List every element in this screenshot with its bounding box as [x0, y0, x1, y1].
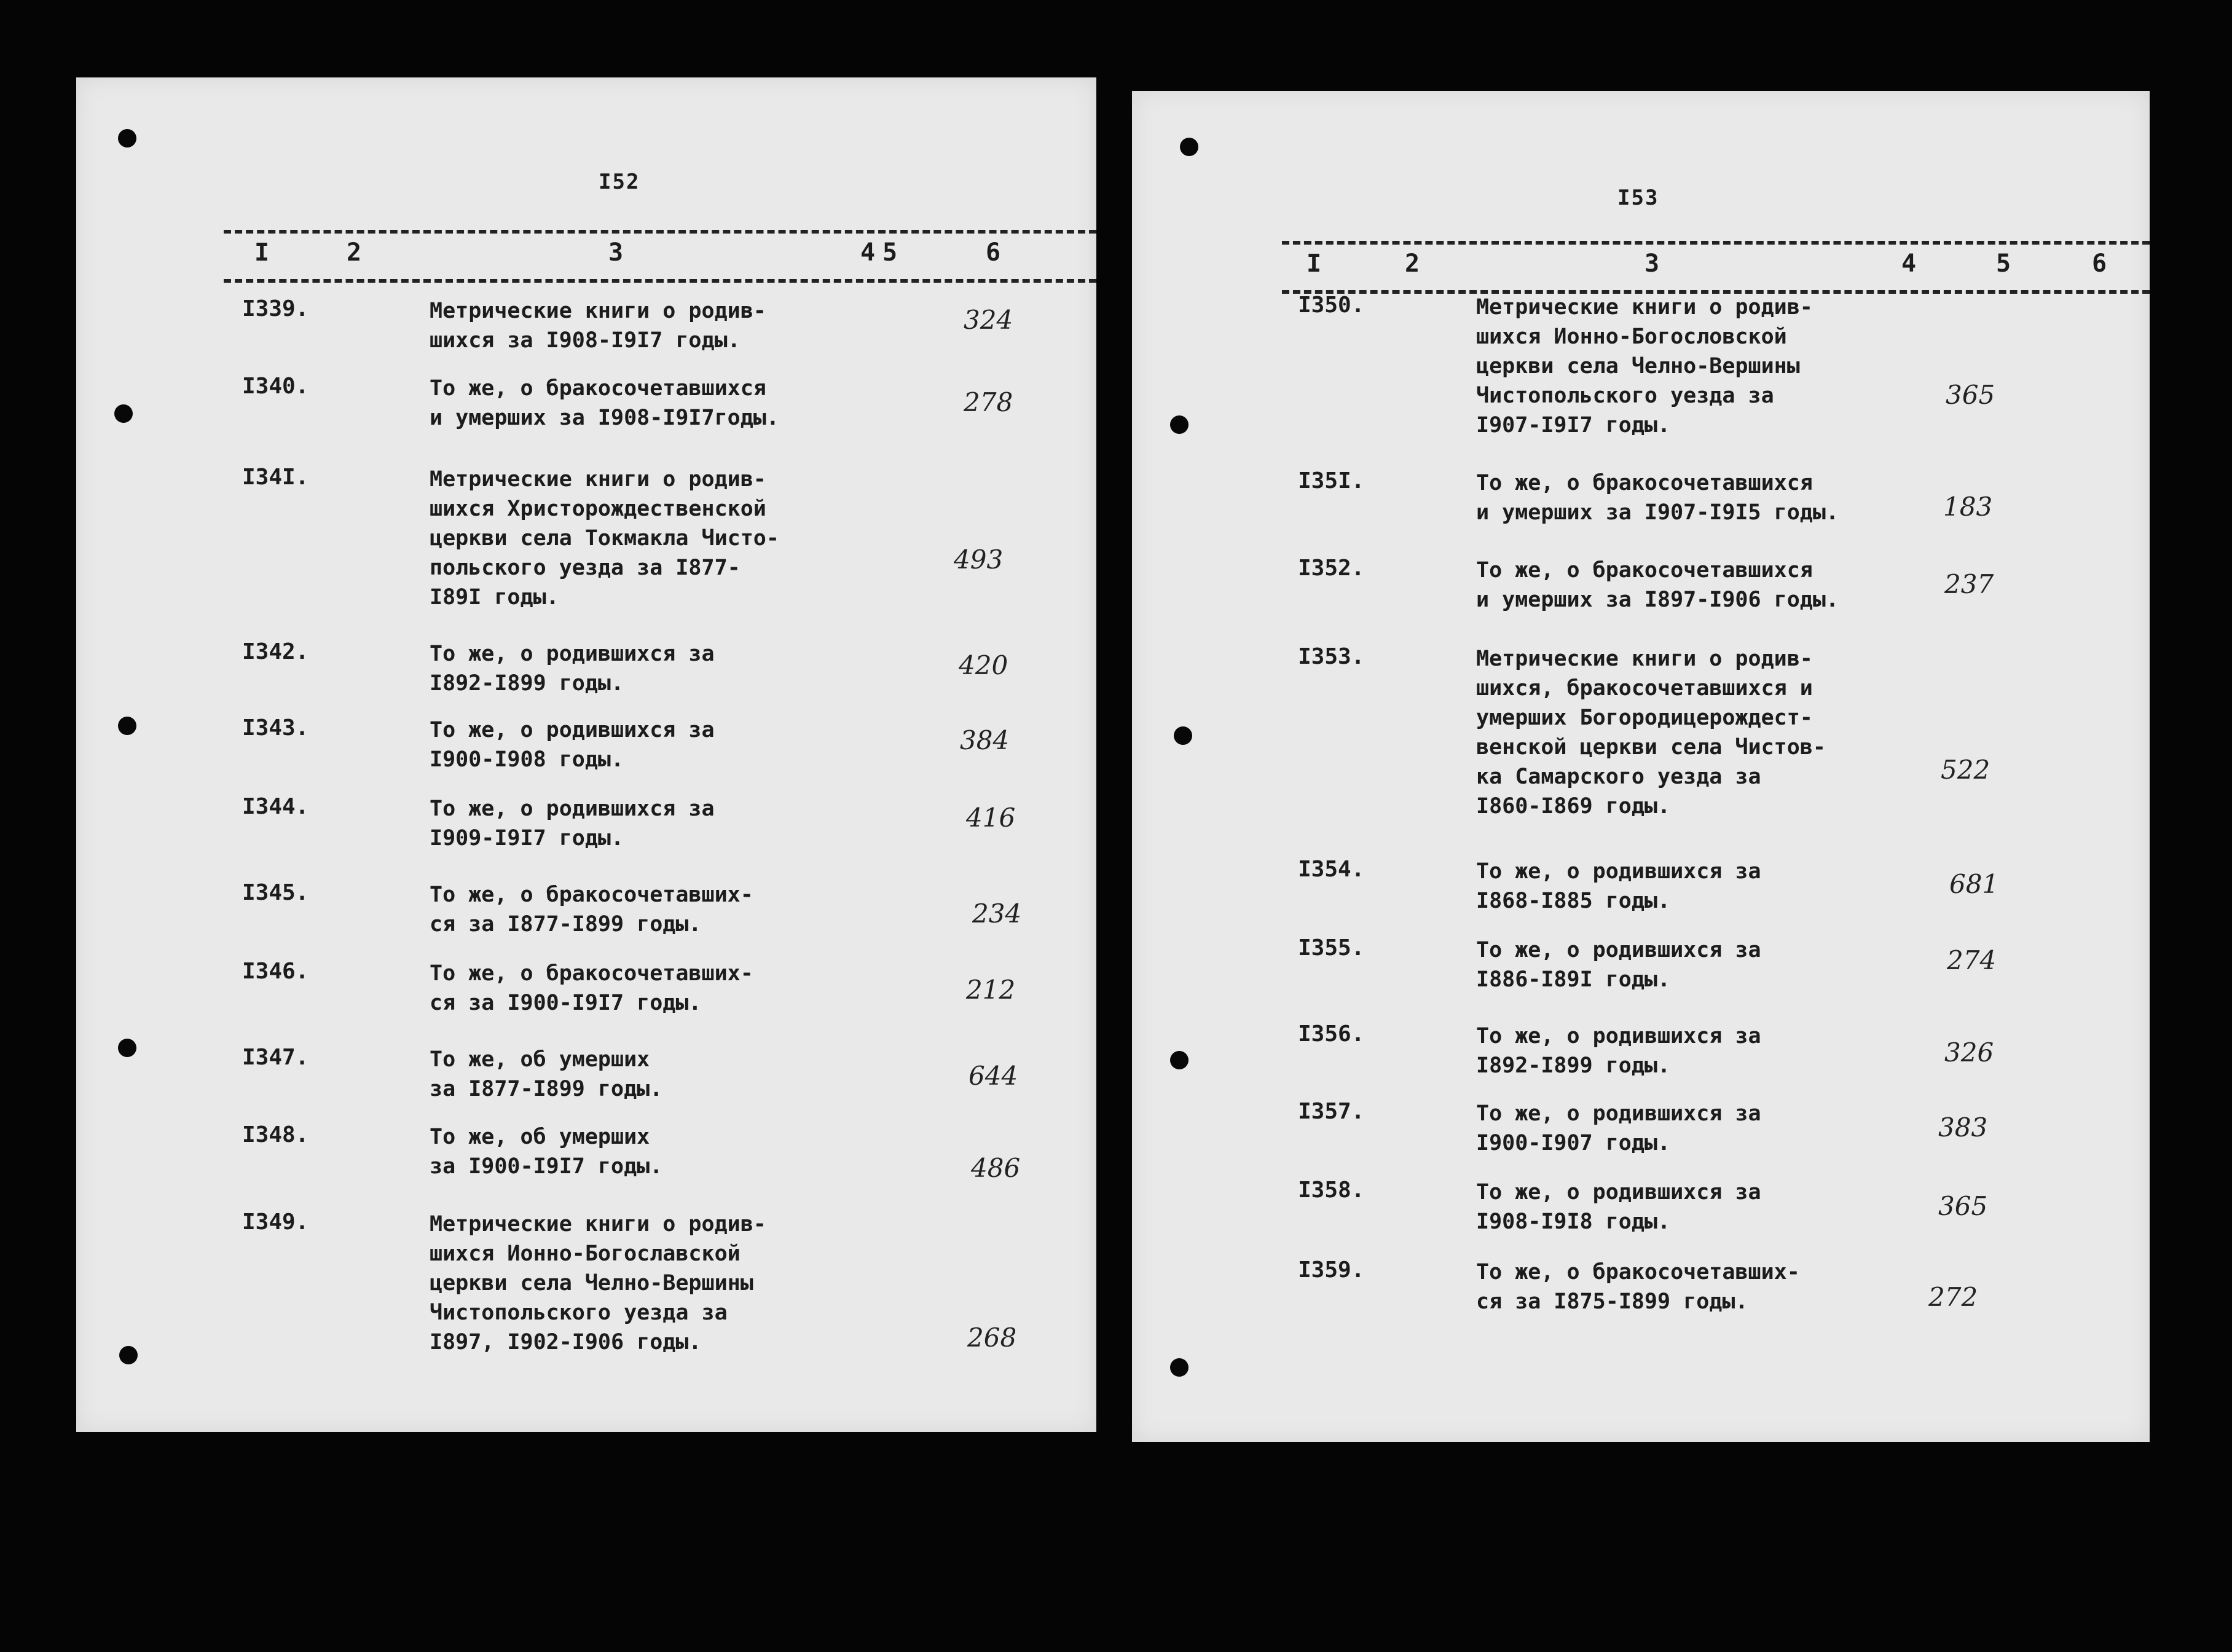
entry-number: I349. [242, 1210, 309, 1235]
entry-sheet-count: 383 [1938, 1112, 1988, 1143]
column-header: 4 [860, 238, 876, 267]
binder-hole-icon [1180, 138, 1198, 156]
entry-sheet-count: 486 [971, 1153, 1021, 1183]
entry-sheet-count: 272 [1928, 1282, 1978, 1312]
entry-number: I346. [242, 959, 309, 984]
entry-sheet-count: 384 [960, 725, 1010, 755]
entry-description: Метрические книги о родив- шихся Христорождественской церкви села Токмакла Чисто- польского уезда за I877- I89I годы. [430, 467, 779, 610]
entry-sheet-count: 644 [969, 1061, 1018, 1091]
entry-sheet-count: 268 [967, 1323, 1017, 1353]
entry-description: То же, о родившихся за I892-I899 годы. [430, 642, 715, 696]
entry-description: То же, о бракосочетавших- ся за I875-I899 годы. [1476, 1260, 1800, 1314]
column-header: I [254, 238, 270, 267]
entry-number: I352. [1298, 556, 1365, 581]
column-header: 3 [1645, 250, 1660, 278]
entry-description: То же, о бракосочетавшихся и умерших за I897-I906 годы. [1476, 558, 1839, 612]
entry-sheet-count: 183 [1943, 492, 1993, 522]
page-number: I53 [1617, 186, 1659, 210]
entry-number: I347. [242, 1045, 309, 1070]
column-header: 2 [347, 238, 362, 267]
entry-description: То же, о бракосочетавшихся и умерших за I907-I9I5 годы. [1476, 471, 1839, 525]
entry-sheet-count: 681 [1949, 869, 1999, 899]
page-number: I52 [599, 170, 640, 194]
column-header-row [224, 230, 1096, 283]
entry-number: I357. [1298, 1099, 1365, 1124]
entry-number: I340. [242, 374, 309, 399]
entry-number: I348. [242, 1122, 309, 1147]
entry-sheet-count: 237 [1944, 569, 1994, 599]
entry-description: Метрические книги о родив- шихся за I908-I9I7 годы. [430, 299, 766, 353]
column-header: 2 [1405, 250, 1420, 278]
column-header: 6 [2092, 250, 2107, 278]
entry-sheet-count: 493 [954, 545, 1004, 575]
entry-description: То же, об умерших за I900-I9I7 годы. [430, 1125, 663, 1179]
entry-number: I343. [242, 715, 309, 741]
archive-page-left [76, 77, 1096, 1432]
column-header: 5 [1996, 250, 2011, 278]
entry-description: То же, о бракосочетавших- ся за I900-I9I7 годы. [430, 961, 753, 1015]
binder-hole-icon [119, 1346, 138, 1364]
entry-number: I350. [1298, 293, 1365, 318]
entry-number: I353. [1298, 644, 1365, 669]
entry-description: То же, о родившихся за I908-I9I8 годы. [1476, 1180, 1761, 1234]
entry-number: I356. [1298, 1021, 1365, 1047]
entry-number: I359. [1298, 1257, 1365, 1283]
entry-sheet-count: 416 [966, 803, 1016, 833]
entry-description: То же, о родившихся за I892-I899 годы. [1476, 1024, 1761, 1078]
entry-sheet-count: 420 [959, 650, 1008, 680]
entry-sheet-count: 522 [1941, 755, 1990, 785]
column-header: 5 [882, 238, 898, 267]
entry-description: То же, о бракосочетавших- ся за I877-I899 годы. [430, 883, 753, 937]
binder-hole-icon [118, 1039, 136, 1057]
entry-number: I344. [242, 794, 309, 819]
binder-hole-icon [1174, 726, 1192, 745]
column-header: 3 [608, 238, 624, 267]
entry-description: Метрические книги о родив- шихся Ионно-Богославской церкви села Челно-Вершины Чистопольского уезда за I897, I902-I906 годы. [430, 1212, 766, 1355]
entry-sheet-count: 274 [1947, 945, 1997, 975]
entry-number: I34I. [242, 465, 309, 490]
entry-description: Метрические книги о родив- шихся Ионно-Богословской церкви села Челно-Вершины Чистопольского уезда за I907-I9I7 годы. [1476, 295, 1813, 438]
entry-sheet-count: 324 [964, 305, 1013, 335]
entry-sheet-count: 365 [1938, 1191, 1988, 1221]
binder-hole-icon [118, 717, 136, 735]
binder-hole-icon [1170, 415, 1189, 434]
entry-sheet-count: 212 [966, 975, 1016, 1005]
entry-number: I345. [242, 880, 309, 905]
archive-page-right [1132, 91, 2150, 1442]
column-header: 4 [1901, 250, 1917, 278]
binder-hole-icon [118, 129, 136, 148]
entry-description: То же, о родившихся за I868-I885 годы. [1476, 859, 1761, 913]
binder-hole-icon [114, 404, 133, 423]
column-header: 6 [986, 238, 1001, 267]
entry-number: I354. [1298, 857, 1365, 882]
entry-number: I358. [1298, 1178, 1365, 1203]
entry-description: То же, об умерших за I877-I899 годы. [430, 1047, 663, 1101]
entry-number: I339. [242, 296, 309, 321]
column-header: I [1307, 250, 1322, 278]
entry-description: То же, о родившихся за I900-I908 годы. [430, 718, 715, 772]
entry-number: I355. [1298, 935, 1365, 961]
entry-number: I342. [242, 639, 309, 664]
entry-description: То же, о родившихся за I900-I907 годы. [1476, 1101, 1761, 1155]
entry-description: Метрические книги о родив- шихся, бракосочетавшихся и умерших Богородицерождест- венской церкви села Чистов- ка Самарского уезда за I860-I869 годы. [1476, 647, 1826, 819]
binder-hole-icon [1170, 1051, 1189, 1069]
column-header-row [1282, 241, 2150, 294]
entry-description: То же, о бракосочетавшихся и умерших за I908-I9I7годы. [430, 376, 779, 430]
entry-description: То же, о родившихся за I909-I9I7 годы. [430, 796, 715, 851]
binder-hole-icon [1170, 1358, 1189, 1377]
entry-sheet-count: 365 [1946, 380, 1995, 410]
entry-sheet-count: 278 [964, 387, 1013, 417]
entry-sheet-count: 234 [972, 899, 1022, 929]
entry-sheet-count: 326 [1944, 1037, 1994, 1068]
entry-description: То же, о родившихся за I886-I89I годы. [1476, 938, 1761, 992]
entry-number: I35I. [1298, 468, 1365, 494]
